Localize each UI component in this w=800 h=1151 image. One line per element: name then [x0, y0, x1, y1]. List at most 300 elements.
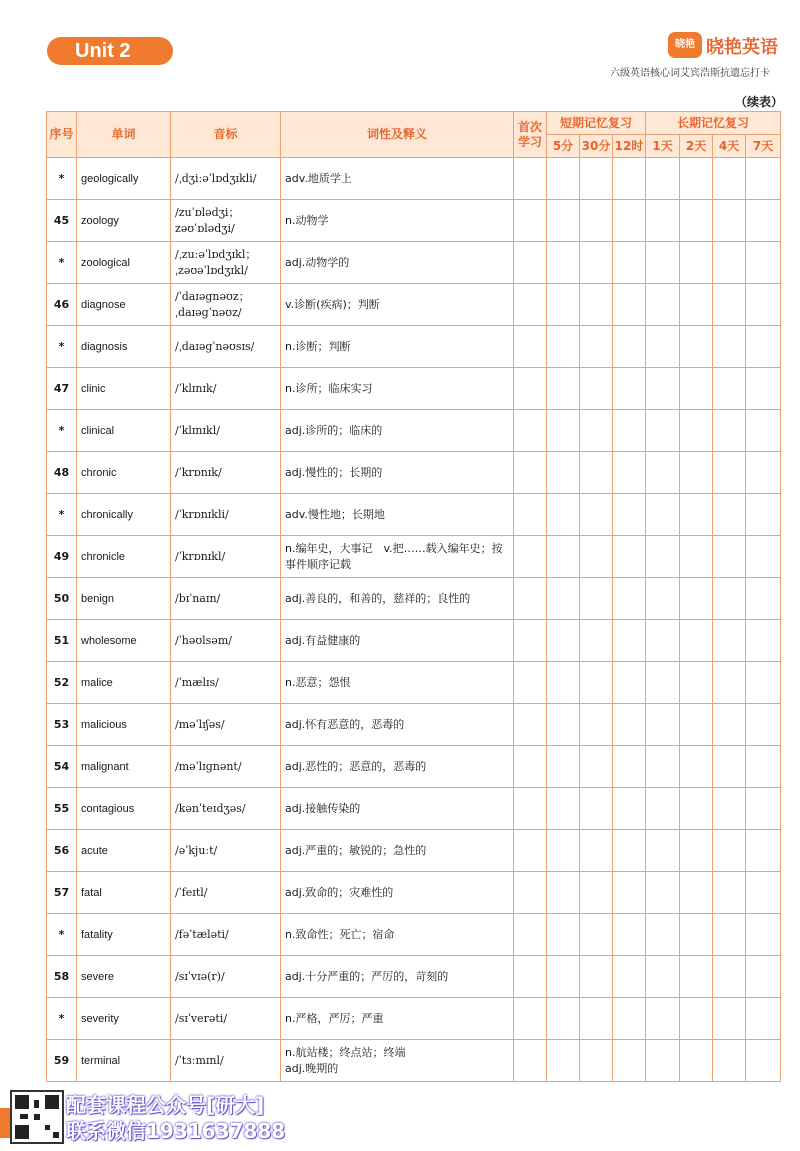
row-number: * [47, 410, 77, 452]
review-checkbox-cell[interactable] [713, 494, 746, 536]
review-checkbox-cell[interactable] [680, 662, 713, 704]
table-row [47, 158, 781, 200]
review-checkbox-cell[interactable] [514, 578, 547, 620]
review-checkbox-cell[interactable] [680, 998, 713, 1040]
review-checkbox-cell[interactable] [547, 284, 580, 326]
review-checkbox-cell[interactable] [547, 536, 580, 578]
row-number: 59 [47, 1040, 77, 1082]
review-checkbox-cell[interactable] [713, 662, 746, 704]
review-checkbox-cell[interactable] [613, 452, 646, 494]
review-checkbox-cell[interactable] [547, 200, 580, 242]
review-checkbox-cell[interactable] [680, 368, 713, 410]
review-checkbox-cell[interactable] [580, 368, 613, 410]
review-checkbox-cell[interactable] [646, 410, 680, 452]
review-checkbox-cell[interactable] [746, 788, 781, 830]
header-7day: 7天 [746, 135, 781, 158]
row-word: chronic [77, 452, 171, 494]
review-checkbox-cell[interactable] [514, 158, 547, 200]
review-checkbox-cell[interactable] [746, 998, 781, 1040]
review-checkbox-cell[interactable] [613, 1040, 646, 1082]
review-checkbox-cell[interactable] [547, 494, 580, 536]
row-word: diagnosis [77, 326, 171, 368]
row-phonetic: /məˈlɪʃəs/ [171, 704, 281, 746]
row-word: clinical [77, 410, 171, 452]
row-word: geologically [77, 158, 171, 200]
review-checkbox-cell[interactable] [613, 368, 646, 410]
review-checkbox-cell[interactable] [746, 494, 781, 536]
review-checkbox-cell[interactable] [646, 1040, 680, 1082]
review-checkbox-cell[interactable] [646, 536, 680, 578]
review-checkbox-cell[interactable] [613, 284, 646, 326]
row-meaning: adj.致命的；灾难性的 [281, 872, 514, 914]
header-short-review: 短期记忆复习 [547, 112, 646, 135]
row-phonetic: /ˈklɪnɪkl/ [171, 410, 281, 452]
row-word: contagious [77, 788, 171, 830]
review-checkbox-cell[interactable] [646, 662, 680, 704]
review-checkbox-cell[interactable] [547, 662, 580, 704]
review-checkbox-cell[interactable] [680, 242, 713, 284]
row-meaning: n.诊所；临床实习 [281, 368, 514, 410]
row-phonetic: /ˈkrɒnɪkl/ [171, 536, 281, 578]
brand-subtitle: 六级英语核心词艾宾浩斯抗遗忘打卡 [610, 68, 770, 79]
review-checkbox-cell[interactable] [713, 578, 746, 620]
row-number: 50 [47, 578, 77, 620]
row-phonetic: /ˈkrɒnɪkli/ [171, 494, 281, 536]
review-checkbox-cell[interactable] [746, 746, 781, 788]
row-word: zoological [77, 242, 171, 284]
row-meaning: adj.有益健康的 [281, 620, 514, 662]
review-checkbox-cell[interactable] [547, 410, 580, 452]
review-checkbox-cell[interactable] [646, 746, 680, 788]
review-checkbox-cell[interactable] [646, 956, 680, 998]
review-checkbox-cell[interactable] [613, 200, 646, 242]
review-checkbox-cell[interactable] [713, 956, 746, 998]
review-checkbox-cell[interactable] [613, 494, 646, 536]
review-checkbox-cell[interactable] [514, 914, 547, 956]
review-checkbox-cell[interactable] [613, 956, 646, 998]
review-checkbox-cell[interactable] [646, 242, 680, 284]
review-checkbox-cell[interactable] [746, 368, 781, 410]
row-number: 52 [47, 662, 77, 704]
review-checkbox-cell[interactable] [613, 410, 646, 452]
row-number: * [47, 242, 77, 284]
review-checkbox-cell[interactable] [646, 284, 680, 326]
row-phonetic: /bɪˈnaɪn/ [171, 578, 281, 620]
row-meaning: adj.动物学的 [281, 242, 514, 284]
review-checkbox-cell[interactable] [514, 452, 547, 494]
row-meaning: adv.慢性地；长期地 [281, 494, 514, 536]
review-checkbox-cell[interactable] [713, 788, 746, 830]
review-checkbox-cell[interactable] [746, 662, 781, 704]
review-checkbox-cell[interactable] [746, 158, 781, 200]
row-phonetic: /ˌdʒiːəˈlɒdʒɪkli/ [171, 158, 281, 200]
row-meaning: adv.地质学上 [281, 158, 514, 200]
review-checkbox-cell[interactable] [746, 284, 781, 326]
row-meaning: adj.接触传染的 [281, 788, 514, 830]
header-2day: 2天 [680, 135, 713, 158]
row-word: severity [77, 998, 171, 1040]
header-first-study: 首次学习 [514, 112, 547, 158]
row-meaning: v.诊断(疾病)；判断 [281, 284, 514, 326]
review-checkbox-cell[interactable] [746, 200, 781, 242]
row-meaning: adj.严重的；敏锐的；急性的 [281, 830, 514, 872]
review-checkbox-cell[interactable] [613, 662, 646, 704]
review-checkbox-cell[interactable] [646, 200, 680, 242]
review-checkbox-cell[interactable] [580, 746, 613, 788]
row-word: clinic [77, 368, 171, 410]
review-checkbox-cell[interactable] [580, 662, 613, 704]
review-checkbox-cell[interactable] [547, 746, 580, 788]
review-checkbox-cell[interactable] [547, 578, 580, 620]
promo-line-1: 配套课程公众号[研大] [66, 1093, 265, 1117]
review-checkbox-cell[interactable] [680, 746, 713, 788]
table-row [47, 368, 781, 410]
review-checkbox-cell[interactable] [514, 284, 547, 326]
review-checkbox-cell[interactable] [713, 620, 746, 662]
review-checkbox-cell[interactable] [514, 998, 547, 1040]
review-checkbox-cell[interactable] [613, 872, 646, 914]
review-checkbox-cell[interactable] [580, 410, 613, 452]
header-long-review: 长期记忆复习 [646, 112, 781, 135]
review-checkbox-cell[interactable] [547, 158, 580, 200]
row-word: fatality [77, 914, 171, 956]
review-checkbox-cell[interactable] [713, 410, 746, 452]
row-phonetic: /ˈmælɪs/ [171, 662, 281, 704]
header-12h: 12时 [613, 135, 646, 158]
review-checkbox-cell[interactable] [646, 914, 680, 956]
brand-logo: 晓艳 [668, 32, 702, 58]
row-number: 47 [47, 368, 77, 410]
review-checkbox-cell[interactable] [613, 536, 646, 578]
review-checkbox-cell[interactable] [646, 158, 680, 200]
row-phonetic: /sɪˈverəti/ [171, 998, 281, 1040]
review-checkbox-cell[interactable] [580, 158, 613, 200]
review-checkbox-cell[interactable] [547, 704, 580, 746]
promo-line-2: 联系微信1931637888 [66, 1119, 286, 1143]
row-meaning: n.严格，严厉；严重 [281, 998, 514, 1040]
review-checkbox-cell[interactable] [580, 452, 613, 494]
review-checkbox-cell[interactable] [680, 872, 713, 914]
table-row [47, 620, 781, 662]
row-meaning: n.编年史，大事记 v.把……载入编年史；按事件顺序记载 [281, 536, 514, 578]
table-row [47, 326, 781, 368]
review-checkbox-cell[interactable] [713, 914, 746, 956]
row-meaning: adj.恶性的；恶意的，恶毒的 [281, 746, 514, 788]
review-checkbox-cell[interactable] [580, 536, 613, 578]
review-checkbox-cell[interactable] [680, 914, 713, 956]
review-checkbox-cell[interactable] [746, 1040, 781, 1082]
review-checkbox-cell[interactable] [680, 788, 713, 830]
review-checkbox-cell[interactable] [514, 956, 547, 998]
row-phonetic: /məˈlɪgnənt/ [171, 746, 281, 788]
review-checkbox-cell[interactable] [713, 872, 746, 914]
review-checkbox-cell[interactable] [713, 368, 746, 410]
review-checkbox-cell[interactable] [680, 578, 713, 620]
review-checkbox-cell[interactable] [580, 620, 613, 662]
table-row [47, 452, 781, 494]
review-checkbox-cell[interactable] [547, 914, 580, 956]
row-number: * [47, 914, 77, 956]
row-number: * [47, 326, 77, 368]
row-word: acute [77, 830, 171, 872]
review-checkbox-cell[interactable] [514, 620, 547, 662]
review-checkbox-cell[interactable] [680, 284, 713, 326]
review-checkbox-cell[interactable] [713, 326, 746, 368]
review-checkbox-cell[interactable] [713, 746, 746, 788]
review-checkbox-cell[interactable] [713, 158, 746, 200]
review-checkbox-cell[interactable] [580, 872, 613, 914]
table-row [47, 242, 781, 284]
review-checkbox-cell[interactable] [680, 410, 713, 452]
review-checkbox-cell[interactable] [547, 830, 580, 872]
review-checkbox-cell[interactable] [580, 956, 613, 998]
review-checkbox-cell[interactable] [646, 872, 680, 914]
header-meaning: 词性及释义 [281, 112, 514, 158]
review-checkbox-cell[interactable] [680, 830, 713, 872]
review-checkbox-cell[interactable] [514, 704, 547, 746]
review-checkbox-cell[interactable] [746, 536, 781, 578]
row-number: 46 [47, 284, 77, 326]
row-meaning: adj.善良的，和善的，慈祥的；良性的 [281, 578, 514, 620]
table-row [47, 788, 781, 830]
table-row [47, 284, 781, 326]
row-phonetic: /fəˈtæləti/ [171, 914, 281, 956]
review-checkbox-cell[interactable] [613, 158, 646, 200]
review-checkbox-cell[interactable] [746, 704, 781, 746]
row-word: terminal [77, 1040, 171, 1082]
review-checkbox-cell[interactable] [680, 158, 713, 200]
review-checkbox-cell[interactable] [746, 830, 781, 872]
review-checkbox-cell[interactable] [514, 662, 547, 704]
table-row [47, 914, 781, 956]
row-word: diagnose [77, 284, 171, 326]
review-checkbox-cell[interactable] [613, 998, 646, 1040]
review-checkbox-cell[interactable] [680, 326, 713, 368]
vocabulary-table [46, 111, 781, 1082]
brand-name: 晓艳英语 [706, 37, 778, 58]
review-checkbox-cell[interactable] [613, 242, 646, 284]
review-checkbox-cell[interactable] [547, 872, 580, 914]
review-checkbox-cell[interactable] [746, 620, 781, 662]
review-checkbox-cell[interactable] [613, 746, 646, 788]
row-number: 45 [47, 200, 77, 242]
review-checkbox-cell[interactable] [514, 368, 547, 410]
review-checkbox-cell[interactable] [746, 326, 781, 368]
review-checkbox-cell[interactable] [514, 1040, 547, 1082]
table-row [47, 830, 781, 872]
row-word: malice [77, 662, 171, 704]
review-checkbox-cell[interactable] [547, 368, 580, 410]
row-meaning: n.致命性；死亡；宿命 [281, 914, 514, 956]
review-checkbox-cell[interactable] [746, 914, 781, 956]
review-checkbox-cell[interactable] [713, 704, 746, 746]
row-phonetic: /ˈfeɪtl/ [171, 872, 281, 914]
review-checkbox-cell[interactable] [580, 326, 613, 368]
row-meaning: adj.怀有恶意的，恶毒的 [281, 704, 514, 746]
row-meaning: n.航站楼；终点站；终端 adj.晚期的 [281, 1040, 514, 1082]
row-word: fatal [77, 872, 171, 914]
table-row [47, 200, 781, 242]
review-checkbox-cell[interactable] [680, 494, 713, 536]
review-checkbox-cell[interactable] [580, 242, 613, 284]
review-checkbox-cell[interactable] [514, 494, 547, 536]
review-checkbox-cell[interactable] [680, 200, 713, 242]
table-row [47, 956, 781, 998]
review-checkbox-cell[interactable] [613, 830, 646, 872]
review-checkbox-cell[interactable] [746, 872, 781, 914]
review-checkbox-cell[interactable] [713, 200, 746, 242]
row-phonetic: /ˈkrɒnɪk/ [171, 452, 281, 494]
review-checkbox-cell[interactable] [547, 620, 580, 662]
table-row [47, 1040, 781, 1082]
review-checkbox-cell[interactable] [746, 410, 781, 452]
review-checkbox-cell[interactable] [613, 914, 646, 956]
review-checkbox-cell[interactable] [613, 326, 646, 368]
continued-label: （续表） [735, 95, 784, 109]
brand-header [668, 32, 784, 60]
row-number: * [47, 494, 77, 536]
review-checkbox-cell[interactable] [580, 914, 613, 956]
review-checkbox-cell[interactable] [547, 788, 580, 830]
review-checkbox-cell[interactable] [514, 410, 547, 452]
review-checkbox-cell[interactable] [680, 1040, 713, 1082]
header-word: 单词 [77, 112, 171, 158]
row-number: 55 [47, 788, 77, 830]
review-checkbox-cell[interactable] [646, 326, 680, 368]
review-checkbox-cell[interactable] [580, 704, 613, 746]
row-word: zoology [77, 200, 171, 242]
review-checkbox-cell[interactable] [646, 830, 680, 872]
review-checkbox-cell[interactable] [746, 578, 781, 620]
row-number: * [47, 998, 77, 1040]
review-checkbox-cell[interactable] [646, 788, 680, 830]
row-number: 48 [47, 452, 77, 494]
table-row [47, 662, 781, 704]
row-number: 49 [47, 536, 77, 578]
review-checkbox-cell[interactable] [547, 1040, 580, 1082]
row-number: 53 [47, 704, 77, 746]
review-checkbox-cell[interactable] [746, 956, 781, 998]
review-checkbox-cell[interactable] [580, 998, 613, 1040]
row-word: wholesome [77, 620, 171, 662]
unit-badge: Unit 2 [47, 37, 173, 65]
header-30min: 30分 [580, 135, 613, 158]
row-phonetic: /ˈtɜːmɪnl/ [171, 1040, 281, 1082]
review-checkbox-cell[interactable] [514, 830, 547, 872]
row-phonetic: /kənˈteɪdʒəs/ [171, 788, 281, 830]
qr-code-icon [10, 1090, 64, 1144]
review-checkbox-cell[interactable] [580, 830, 613, 872]
row-number: 57 [47, 872, 77, 914]
review-checkbox-cell[interactable] [514, 200, 547, 242]
review-checkbox-cell[interactable] [680, 620, 713, 662]
review-checkbox-cell[interactable] [646, 620, 680, 662]
header-num: 序号 [47, 112, 77, 158]
review-checkbox-cell[interactable] [680, 536, 713, 578]
review-checkbox-cell[interactable] [613, 704, 646, 746]
review-checkbox-cell[interactable] [514, 746, 547, 788]
row-phonetic: /ˈklɪnɪk/ [171, 368, 281, 410]
review-checkbox-cell[interactable] [713, 452, 746, 494]
review-checkbox-cell[interactable] [713, 242, 746, 284]
review-checkbox-cell[interactable] [613, 578, 646, 620]
review-checkbox-cell[interactable] [646, 578, 680, 620]
review-checkbox-cell[interactable] [713, 284, 746, 326]
review-checkbox-cell[interactable] [514, 536, 547, 578]
header-phonetic: 音标 [171, 112, 281, 158]
table-row [47, 998, 781, 1040]
review-checkbox-cell[interactable] [746, 242, 781, 284]
review-checkbox-cell[interactable] [713, 998, 746, 1040]
row-phonetic: /zuˈɒlədʒi； zəʊˈɒlədʒi/ [171, 200, 281, 242]
row-number: 54 [47, 746, 77, 788]
row-meaning: n.动物学 [281, 200, 514, 242]
review-checkbox-cell[interactable] [646, 704, 680, 746]
row-phonetic: /əˈkjuːt/ [171, 830, 281, 872]
review-checkbox-cell[interactable] [547, 452, 580, 494]
row-word: chronicle [77, 536, 171, 578]
row-meaning: adj.诊所的；临床的 [281, 410, 514, 452]
row-phonetic: /ˈhəʊlsəm/ [171, 620, 281, 662]
review-checkbox-cell[interactable] [646, 452, 680, 494]
row-meaning: adj.十分严重的；严厉的，苛刻的 [281, 956, 514, 998]
header-1day: 1天 [646, 135, 680, 158]
review-checkbox-cell[interactable] [580, 788, 613, 830]
review-checkbox-cell[interactable] [646, 998, 680, 1040]
review-checkbox-cell[interactable] [514, 242, 547, 284]
review-checkbox-cell[interactable] [580, 494, 613, 536]
review-checkbox-cell[interactable] [514, 326, 547, 368]
row-meaning: n.诊断；判断 [281, 326, 514, 368]
review-checkbox-cell[interactable] [680, 956, 713, 998]
review-checkbox-cell[interactable] [547, 326, 580, 368]
row-number: * [47, 158, 77, 200]
header-4day: 4天 [713, 135, 746, 158]
row-number: 58 [47, 956, 77, 998]
row-number: 56 [47, 830, 77, 872]
review-checkbox-cell[interactable] [680, 452, 713, 494]
review-checkbox-cell[interactable] [713, 830, 746, 872]
row-word: severe [77, 956, 171, 998]
review-checkbox-cell[interactable] [514, 788, 547, 830]
review-checkbox-cell[interactable] [580, 1040, 613, 1082]
review-checkbox-cell[interactable] [680, 704, 713, 746]
table-row [47, 494, 781, 536]
review-checkbox-cell[interactable] [514, 872, 547, 914]
review-checkbox-cell[interactable] [547, 998, 580, 1040]
review-checkbox-cell[interactable] [547, 242, 580, 284]
review-checkbox-cell[interactable] [713, 536, 746, 578]
table-row [47, 536, 781, 578]
review-checkbox-cell[interactable] [746, 452, 781, 494]
review-checkbox-cell[interactable] [646, 494, 680, 536]
header-5min: 5分 [547, 135, 580, 158]
review-checkbox-cell[interactable] [580, 284, 613, 326]
row-word: chronically [77, 494, 171, 536]
review-checkbox-cell[interactable] [713, 1040, 746, 1082]
row-phonetic: /ˌdaɪəgˈnəʊsɪs/ [171, 326, 281, 368]
row-word: malicious [77, 704, 171, 746]
review-checkbox-cell[interactable] [613, 788, 646, 830]
review-checkbox-cell[interactable] [613, 620, 646, 662]
review-checkbox-cell[interactable] [580, 578, 613, 620]
row-meaning: n.恶意；怨恨 [281, 662, 514, 704]
review-checkbox-cell[interactable] [580, 200, 613, 242]
review-checkbox-cell[interactable] [547, 956, 580, 998]
table-row [47, 746, 781, 788]
table-row [47, 578, 781, 620]
review-checkbox-cell[interactable] [646, 368, 680, 410]
